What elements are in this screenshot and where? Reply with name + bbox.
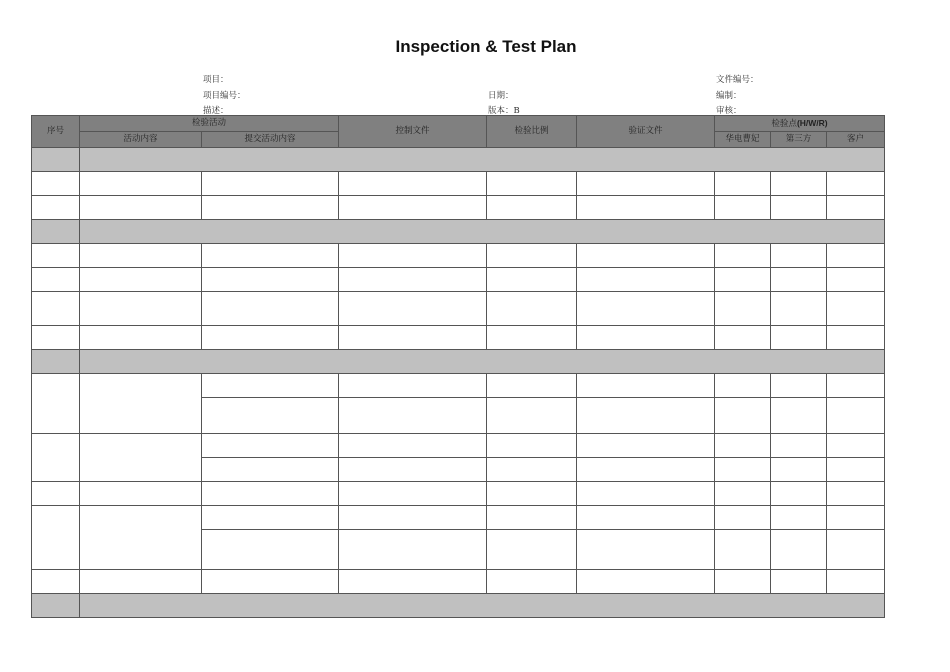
project-no-label: 项目编号：: [203, 91, 246, 101]
inspection-point-code: (H/W/R): [796, 117, 828, 128]
project-label: 项目：: [203, 75, 229, 85]
itp-table: [31, 115, 885, 618]
section-row: [32, 220, 885, 244]
inspection-activity-header: 检验活动: [80, 116, 339, 132]
table-row: [32, 570, 885, 594]
prepared-label: 编制：: [716, 91, 742, 101]
verification-doc-header: 验证文件: [577, 116, 715, 148]
inspection-point-header: [715, 116, 885, 132]
table-row: [32, 326, 885, 350]
submit-content-header: 提交活动内容: [202, 132, 339, 148]
party-3-header: 客户: [827, 132, 885, 148]
table-row: [32, 374, 885, 398]
control-doc-header: 控制文件: [339, 116, 487, 148]
section-row: [32, 594, 885, 618]
page-title: Inspection & Test Plan: [395, 37, 577, 56]
table-row: [32, 482, 885, 506]
table-row: [32, 172, 885, 196]
seq-header: 序号: [32, 116, 80, 148]
version-label: 版本：B: [488, 106, 520, 116]
section-row: [32, 148, 885, 172]
description-label: 描述：: [203, 106, 229, 116]
party-1-header: 华电曹妃: [715, 132, 771, 148]
party-2-header: 第三方: [771, 132, 827, 148]
table-row: [32, 506, 885, 530]
table-row: [32, 268, 885, 292]
table-row: [32, 244, 885, 268]
section-row: [32, 350, 885, 374]
date-label: 日期：: [488, 91, 514, 101]
activity-content-header: 活动内容: [80, 132, 202, 148]
inspection-ratio-header: 检验比例: [487, 116, 577, 148]
inspection-point-label: 检验点: [771, 118, 797, 129]
table-row: [32, 434, 885, 458]
table-row: [32, 196, 885, 220]
reviewed-label: 审核：: [716, 106, 742, 116]
doc-no-label: 文件编号：: [716, 75, 759, 85]
table-row: [32, 292, 885, 326]
